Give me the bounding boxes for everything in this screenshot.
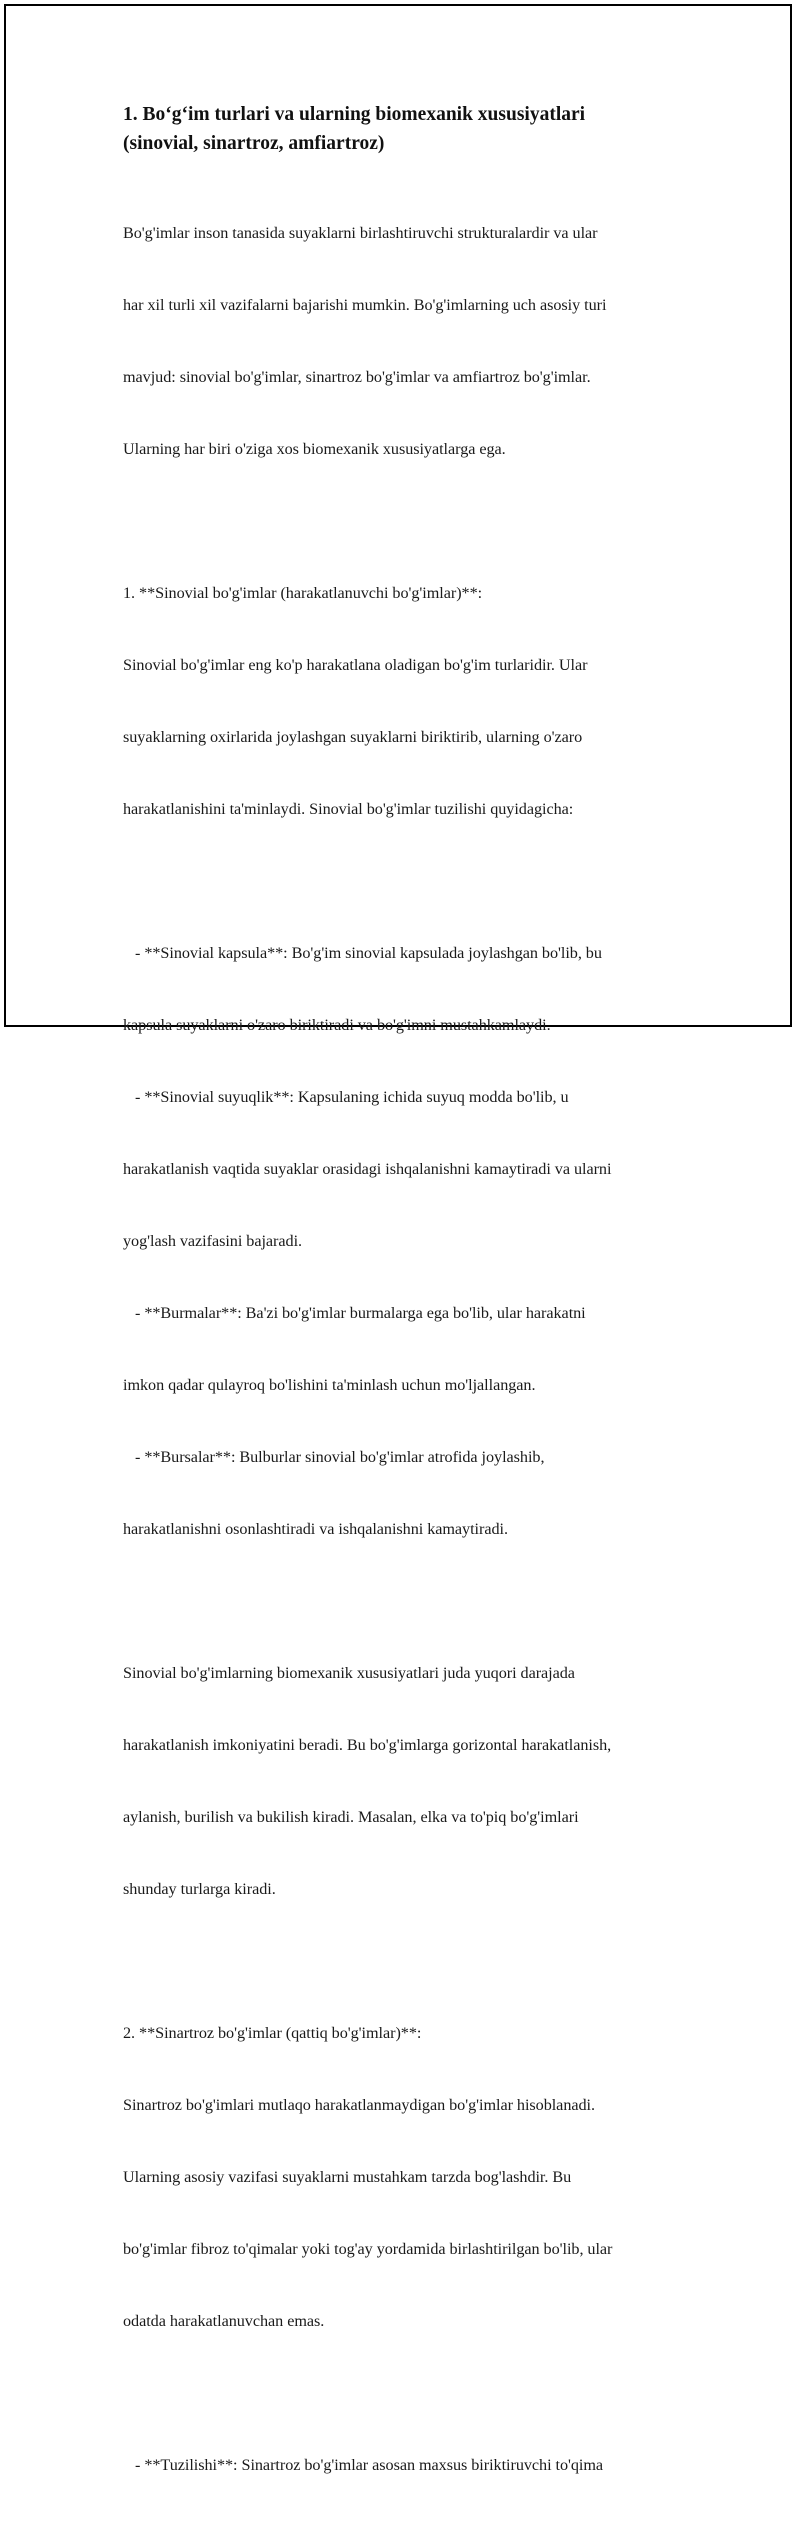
page-frame <box>4 4 792 2474</box>
list-item-line: - **Bursalar**: Bulburlar sinovial bo'g'imlar atrofida joylashib, <box>123 1448 545 1466</box>
body-line: Bo'g'imlar inson tanasida suyaklarni birlashtiruvchi strukturalardir va ular <box>123 224 598 242</box>
section-heading: 2. **Sinartroz bo'g'imlar (qattiq bo'g'imlar)**: <box>123 2024 422 2042</box>
document-title <box>123 100 703 158</box>
title-line: (sinovial, sinartroz, amfiartroz) <box>123 133 385 154</box>
document-body <box>123 173 703 2525</box>
section-heading: 1. **Sinovial bo'g'imlar (harakatlanuvchi bo'g'imlar)**: <box>123 584 483 602</box>
list-item-line: - **Burmalar**: Ba'zi bo'g'imlar burmalarga ega bo'lib, ular harakatni <box>123 1304 586 1322</box>
list-item-line: - **Tuzilishi**: Sinartroz bo'g'imlar asosan maxsus biriktiruvchi to'qima <box>123 2456 604 2474</box>
body-line: harakatlanishini ta'minlaydi. Sinovial bo'g'imlar tuzilishi quyidagicha: <box>123 800 574 818</box>
body-line: harakatlanish imkoniyatini beradi. Bu bo'g'imlarga gorizontal harakatlanish, <box>123 1736 612 1754</box>
paragraph-gap <box>123 1949 703 1973</box>
paragraph-gap <box>123 1589 703 1613</box>
body-line: aylanish, burilish va bukilish kiradi. Masalan, elka va to'piq bo'g'imlari <box>123 1808 579 1826</box>
title-line: 1. Bo‘g‘im turlari va ularning biomexanik xususiyatlari <box>123 104 586 125</box>
body-line: Ularning har biri o'ziga xos biomexanik xususiyatlarga ega. <box>123 440 506 458</box>
body-line: suyaklarning oxirlarida joylashgan suyaklarni biriktirib, ularning o'zaro <box>123 728 583 746</box>
body-line: Sinovial bo'g'imlarning biomexanik xususiyatlari juda yuqori darajada <box>123 1664 575 1682</box>
body-line: shunday turlarga kiradi. <box>123 1880 276 1898</box>
paragraph-gap <box>123 2381 703 2405</box>
body-line: mavjud: sinovial bo'g'imlar, sinartroz bo'g'imlar va amfiartroz bo'g'imlar. <box>123 368 591 386</box>
body-line: imkon qadar qulayroq bo'lishini ta'minlash uchun mo'ljallangan. <box>123 1376 536 1394</box>
document-content <box>123 100 703 2525</box>
body-line: Sinovial bo'g'imlar eng ko'p harakatlana oladigan bo'g'im turlaridir. Ular <box>123 656 588 674</box>
body-line: odatda harakatlanuvchan emas. <box>123 2312 325 2330</box>
body-line: bo'g'imlar fibroz to'qimalar yoki tog'ay yordamida birlashtirilgan bo'lib, ular <box>123 2240 613 2258</box>
paragraph-gap <box>123 869 703 893</box>
body-line: yog'lash vazifasini bajaradi. <box>123 1232 303 1250</box>
paragraph-gap <box>123 509 703 533</box>
body-line: harakatlanishni osonlashtiradi va ishqalanishni kamaytiradi. <box>123 1520 508 1538</box>
body-line: Ularning asosiy vazifasi suyaklarni mustahkam tarzda bog'lashdir. Bu <box>123 2168 572 2186</box>
list-item-line: - **Sinovial kapsula**: Bo'g'im sinovial kapsulada joylashgan bo'lib, bu <box>123 944 602 962</box>
body-line: har xil turli xil vazifalarni bajarishi mumkin. Bo'g'imlarning uch asosiy turi <box>123 296 607 314</box>
body-line: kapsula suyaklarni o'zaro biriktiradi va bo'g'imni mustahkamlaydi. <box>123 1016 551 1034</box>
list-item-line: - **Sinovial suyuqlik**: Kapsulaning ichida suyuq modda bo'lib, u <box>123 1088 569 1106</box>
body-line: harakatlanish vaqtida suyaklar orasidagi ishqalanishni kamaytiradi va ularni <box>123 1160 612 1178</box>
body-line: Sinartroz bo'g'imlari mutlaqo harakatlanmaydigan bo'g'imlar hisoblanadi. <box>123 2096 595 2114</box>
